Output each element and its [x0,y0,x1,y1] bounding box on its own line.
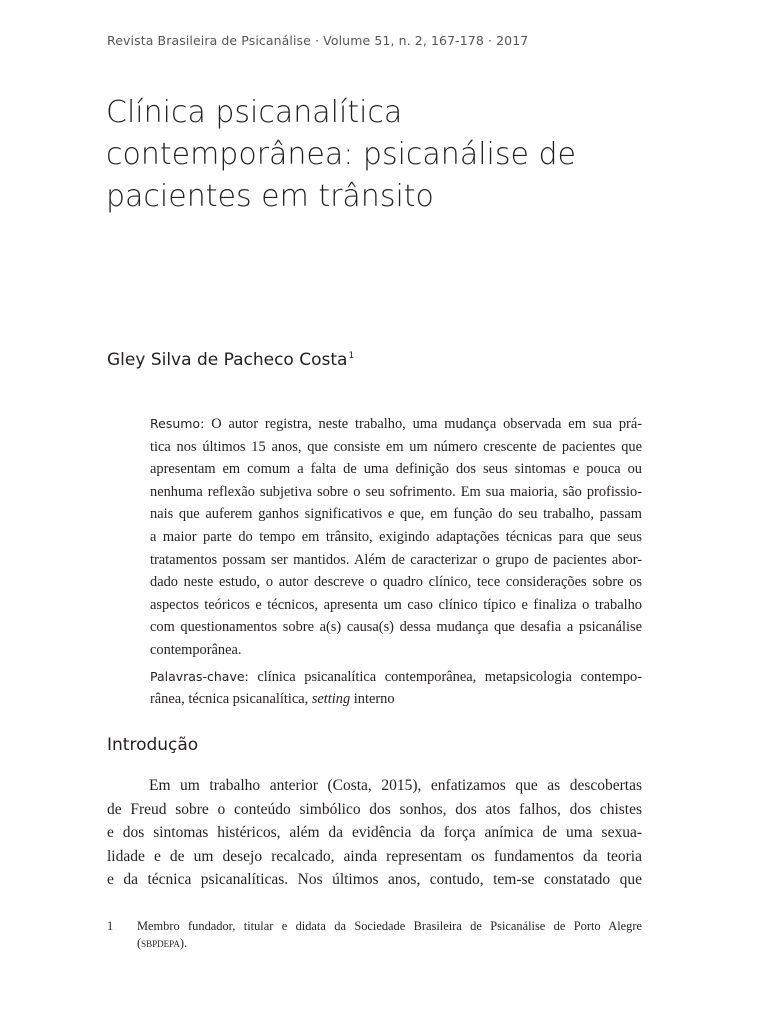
abstract-line: tica nos últimos 15 anos, que consiste em um número crescente de pacientes que [150,438,642,455]
body-line: lidade e de um desejo recalcado, ainda representam os fundamentos da teoria [107,847,642,865]
author-footnote-marker[interactable]: 1 [348,351,355,361]
abstract-line: tratamentos possam ser mantidos. Além de caracterizar o grupo de pacientes abor- [150,551,642,568]
title-line: pacientes em trânsito [106,179,434,214]
abstract-label: Resumo: [150,416,205,431]
keywords [150,666,642,711]
running-head: Revista Brasileira de Psicanálise · Volume 51, n. 2, 167-178 · 2017 [107,33,529,48]
footnote-line: (sbpdepa). [137,936,188,950]
author-name: Gley Silva de Pacheco Costa [107,350,348,370]
abstract-line: aspectos teóricos e técnicos, apresenta um caso clínico típico e finaliza o trabalho [150,596,642,613]
title-line: Clínica psicanalítica [106,95,403,130]
keywords-line: rânea, técnica psicanalítica, setting interno [150,691,395,708]
keywords-label: Palavras-chave: [150,668,249,684]
article-title [106,92,666,218]
body-line: e dos sintomas histéricos, além da evidência da força anímica de uma sexua- [107,824,642,841]
footnote-abbreviation: sbpdepa [141,936,180,950]
footnote-line: Membro fundador, titular e didata da Sociedade Brasileira de Psicanálise de Porto Alegre [137,919,642,933]
body-line: Em um trabalho anterior (Costa, 2015), enfatizamos que as descobertas [149,777,642,794]
abstract-line: a maior parte do tempo em trânsito, exigindo adaptações técnicas para que seus [150,528,642,545]
title-line: contemporânea: psicanálise de [106,137,576,172]
abstract-line: apresentam em comum a falta de uma definição dos seus sintomas e pouca ou [150,461,642,478]
body-paragraph [107,774,642,892]
abstract [150,413,642,711]
footnote-text [137,918,642,952]
section-heading: Introdução [107,735,199,755]
keywords-line: Palavras-chave: clínica psicanalítica contemporânea, metapsicologia contempo- [150,668,643,685]
abstract-line: nenhuma reflexão subjetiva sobre o seu sofrimento. Em sua maioria, são profissio- [150,483,642,500]
body-line: e da técnica psicanalíticas. Nos últimos anos, contudo, tem-se constatado que [107,871,642,888]
abstract-line: nais que auferem ganhos significativos e que, em função do seu trabalho, passam [150,506,642,523]
keyword-italic: setting [311,691,351,708]
body-line: de Freud sobre o conteúdo simbólico dos sonhos, dos atos falhos, dos chistes [107,800,642,818]
abstract-line: contemporânea. [150,641,242,658]
abstract-line: Resumo: O autor registra, neste trabalho, uma mudança observada em sua prá- [150,416,642,432]
abstract-line: dado neste estudo, o autor descreve o quadro clínico, tece considerações sobre os [150,574,642,591]
abstract-line: com questionamentos sobre a(s) causa(s) dessa mudança que desafia a psicanálise [150,619,642,636]
author-byline [107,350,354,370]
footnote-number: 1 [107,919,114,933]
